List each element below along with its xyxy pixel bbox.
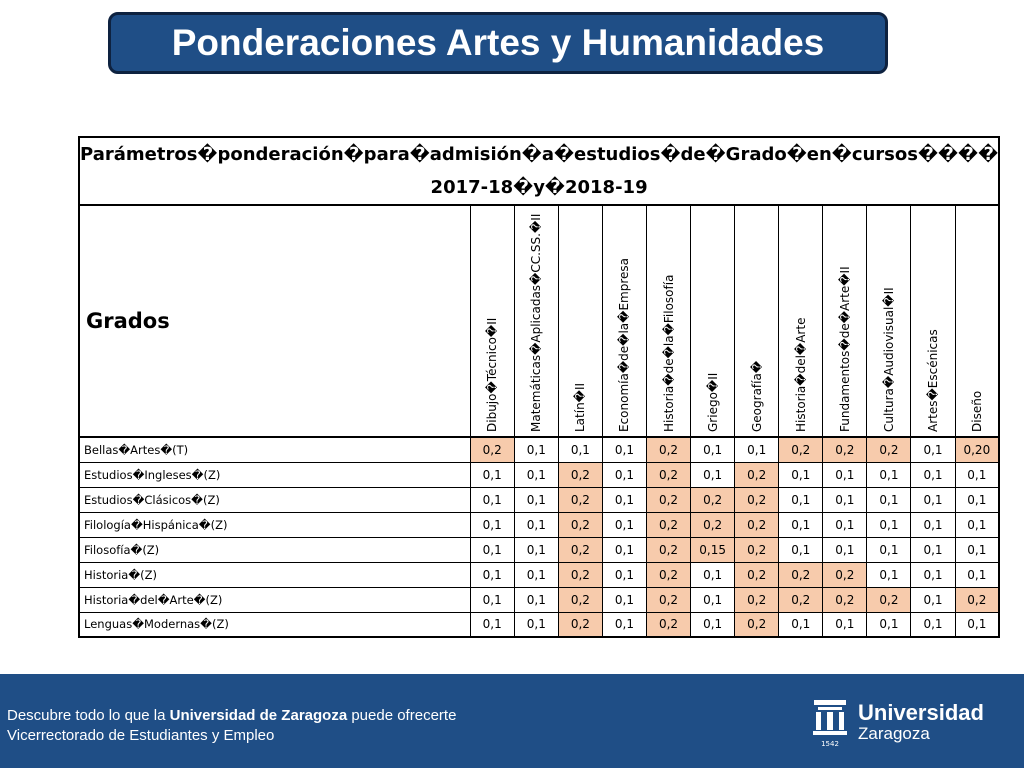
weight-cell: 0,2 <box>867 437 911 462</box>
footer-line1 <box>7 706 456 726</box>
grado-name: Historia�del�Arte�(Z) <box>79 587 470 612</box>
weight-cell: 0,1 <box>514 437 558 462</box>
table-heading <box>79 137 999 205</box>
table-row <box>79 537 999 562</box>
table-row <box>79 562 999 587</box>
column-header <box>823 205 867 437</box>
weight-cell: 0,2 <box>823 562 867 587</box>
weight-cell: 0,2 <box>558 487 602 512</box>
footer-text <box>7 706 456 746</box>
weight-cell: 0,1 <box>955 487 999 512</box>
weight-cell: 0,2 <box>735 562 779 587</box>
grados-label: Grados <box>79 205 470 437</box>
weight-cell: 0,1 <box>911 587 955 612</box>
column-header-label: Fundamentos�de�Arte�II <box>837 266 852 432</box>
weight-cell: 0,1 <box>823 512 867 537</box>
weight-cell: 0,1 <box>823 537 867 562</box>
weight-cell: 0,1 <box>955 462 999 487</box>
grado-name: Historia�(Z) <box>79 562 470 587</box>
column-header <box>470 205 514 437</box>
logo-sub-text: Zaragoza <box>858 724 930 743</box>
weight-cell: 0,1 <box>470 512 514 537</box>
weight-cell: 0,2 <box>558 462 602 487</box>
weight-cell: 0,2 <box>691 512 735 537</box>
weight-cell: 0,1 <box>691 462 735 487</box>
column-header <box>558 205 602 437</box>
weight-cell: 0,1 <box>691 612 735 637</box>
university-logo[interactable] <box>810 698 984 748</box>
weight-cell: 0,2 <box>823 437 867 462</box>
footer-bar <box>0 674 1024 768</box>
weight-cell: 0,1 <box>911 437 955 462</box>
university-crest-icon <box>810 698 850 748</box>
column-header <box>691 205 735 437</box>
weight-cell: 0,1 <box>470 462 514 487</box>
weight-cell: 0,1 <box>867 487 911 512</box>
weight-cell: 0,2 <box>558 562 602 587</box>
weight-cell: 0,2 <box>647 537 691 562</box>
column-header <box>514 205 558 437</box>
weight-cell: 0,20 <box>955 437 999 462</box>
weight-cell: 0,1 <box>779 487 823 512</box>
weight-cell: 0,1 <box>602 537 646 562</box>
weight-cell: 0,1 <box>955 537 999 562</box>
grado-name: Estudios�Clásicos�(Z) <box>79 487 470 512</box>
weight-cell: 0,1 <box>867 512 911 537</box>
weight-cell: 0,2 <box>647 437 691 462</box>
column-header-label: Diseño <box>969 390 984 432</box>
weight-cell: 0,1 <box>955 612 999 637</box>
weight-cell: 0,1 <box>470 537 514 562</box>
weight-cell: 0,1 <box>691 437 735 462</box>
weight-cell: 0,1 <box>867 462 911 487</box>
column-header-label: Historia�del�Arte <box>793 317 808 432</box>
grado-name: Filología�Hispánica�(Z) <box>79 512 470 537</box>
weight-cell: 0,1 <box>911 537 955 562</box>
weight-cell: 0,1 <box>911 512 955 537</box>
table-row <box>79 612 999 637</box>
weight-cell: 0,2 <box>647 612 691 637</box>
weight-cell: 0,1 <box>602 512 646 537</box>
column-header-label: Economía�de�la�Empresa <box>617 258 632 432</box>
footer-line1-bold: Universidad de Zaragoza <box>169 707 348 724</box>
weight-cell: 0,1 <box>911 612 955 637</box>
ponderaciones-table <box>78 136 1000 638</box>
column-header <box>779 205 823 437</box>
table-row <box>79 487 999 512</box>
weight-cell: 0,2 <box>735 587 779 612</box>
weight-cell: 0,1 <box>955 512 999 537</box>
weight-cell: 0,1 <box>470 562 514 587</box>
weight-cell: 0,2 <box>823 587 867 612</box>
weight-cell: 0,2 <box>735 487 779 512</box>
weight-cell: 0,1 <box>955 562 999 587</box>
column-header <box>647 205 691 437</box>
weight-cell: 0,1 <box>779 537 823 562</box>
table-row <box>79 462 999 487</box>
column-header-label: Matemáticas�Aplicadas�CC.SS.�II <box>529 213 544 432</box>
weight-cell: 0,1 <box>514 487 558 512</box>
weight-cell: 0,1 <box>779 612 823 637</box>
grado-name: Filosofía�(Z) <box>79 537 470 562</box>
logo-texts <box>858 702 984 744</box>
weight-cell: 0,2 <box>779 587 823 612</box>
column-header-label: Historia�de�la�Filosofía <box>661 274 676 432</box>
weight-cell: 0,1 <box>602 612 646 637</box>
column-header <box>911 205 955 437</box>
weight-cell: 0,1 <box>823 487 867 512</box>
weight-cell: 0,1 <box>514 562 558 587</box>
table-heading-line2: 2017-18�y�2018-19 <box>430 177 648 198</box>
logo-main-text: Universidad <box>858 700 984 725</box>
weight-cell: 0,1 <box>514 512 558 537</box>
logo-year: 1542 <box>821 740 839 748</box>
weight-cell: 0,2 <box>955 587 999 612</box>
footer-line1-suffix: puede ofrecerte <box>347 707 457 724</box>
weight-cell: 0,2 <box>647 562 691 587</box>
weight-cell: 0,1 <box>691 587 735 612</box>
column-header <box>602 205 646 437</box>
weight-cell: 0,1 <box>867 537 911 562</box>
weight-cell: 0,1 <box>470 587 514 612</box>
grado-name: Bellas�Artes�(T) <box>79 437 470 462</box>
weight-cell: 0,1 <box>470 612 514 637</box>
weight-cell: 0,1 <box>911 487 955 512</box>
column-header-label: Dibujo�Técnico�II <box>485 317 500 432</box>
weight-cell: 0,1 <box>867 612 911 637</box>
weight-cell: 0,2 <box>779 437 823 462</box>
column-header-label: Artes�Escénicas <box>926 329 940 432</box>
table-row <box>79 587 999 612</box>
column-header-label: Cultura�Audiovisual�II <box>881 287 896 432</box>
weight-cell: 0,1 <box>823 462 867 487</box>
weight-cell: 0,2 <box>647 462 691 487</box>
weight-cell: 0,2 <box>735 537 779 562</box>
weight-cell: 0,2 <box>647 587 691 612</box>
table-heading-line1: Parámetros�ponderación�para�admisión�a�estudios�de�Grado�en�cursos���� <box>80 144 999 165</box>
weight-cell: 0,1 <box>735 437 779 462</box>
weight-cell: 0,1 <box>602 487 646 512</box>
weight-cell: 0,1 <box>691 562 735 587</box>
weight-cell: 0,2 <box>470 437 514 462</box>
weight-cell: 0,2 <box>558 612 602 637</box>
weight-cell: 0,1 <box>602 587 646 612</box>
column-header <box>955 205 999 437</box>
footer-line1-prefix: Descubre todo lo que la <box>7 707 170 724</box>
weight-cell: 0,1 <box>867 562 911 587</box>
weight-cell: 0,1 <box>911 462 955 487</box>
weight-cell: 0,2 <box>691 487 735 512</box>
weight-cell: 0,1 <box>514 612 558 637</box>
weight-cell: 0,2 <box>558 587 602 612</box>
weight-cell: 0,1 <box>602 437 646 462</box>
footer-line2: Vicerrectorado de Estudiantes y Empleo <box>7 727 275 744</box>
grado-name: Lenguas�Modernas�(Z) <box>79 612 470 637</box>
weight-cell: 0,2 <box>647 512 691 537</box>
weight-cell: 0,2 <box>647 487 691 512</box>
weight-cell: 0,2 <box>558 537 602 562</box>
column-header-label: Griego�II <box>705 372 720 432</box>
weight-cell: 0,1 <box>558 437 602 462</box>
column-header <box>735 205 779 437</box>
table-row <box>79 512 999 537</box>
weight-cell: 0,1 <box>602 462 646 487</box>
weight-cell: 0,15 <box>691 537 735 562</box>
weight-cell: 0,1 <box>602 562 646 587</box>
table-row <box>79 437 999 462</box>
grado-name: Estudios�Ingleses�(Z) <box>79 462 470 487</box>
weight-cell: 0,1 <box>514 537 558 562</box>
weight-cell: 0,1 <box>470 487 514 512</box>
weight-cell: 0,2 <box>735 462 779 487</box>
weight-cell: 0,2 <box>735 612 779 637</box>
weight-cell: 0,1 <box>779 512 823 537</box>
weight-cell: 0,1 <box>779 462 823 487</box>
weight-cell: 0,2 <box>558 512 602 537</box>
weight-cell: 0,2 <box>735 512 779 537</box>
column-header-label: Geografía� <box>749 360 764 432</box>
column-header <box>867 205 911 437</box>
weight-cell: 0,1 <box>514 587 558 612</box>
weight-cell: 0,1 <box>823 612 867 637</box>
weight-cell: 0,2 <box>779 562 823 587</box>
weight-cell: 0,1 <box>514 462 558 487</box>
slide-title: Ponderaciones Artes y Humanidades <box>108 12 888 74</box>
weight-cell: 0,1 <box>911 562 955 587</box>
column-header-label: Latín�II <box>573 382 588 432</box>
weight-cell: 0,2 <box>867 587 911 612</box>
